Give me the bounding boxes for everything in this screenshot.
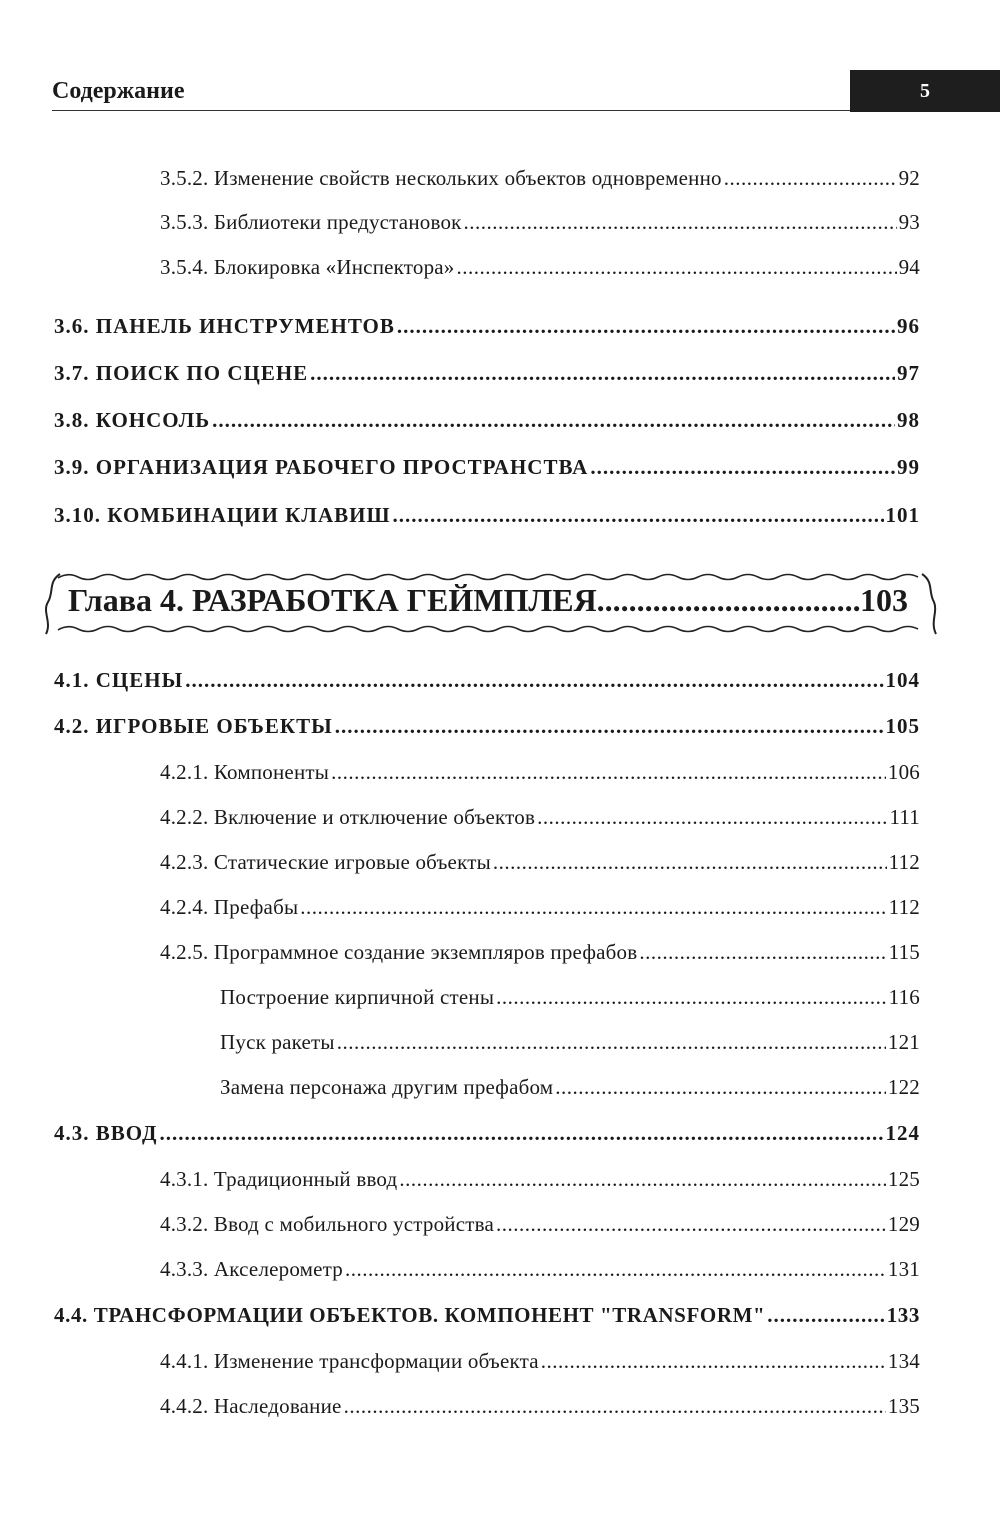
toc-entry-label: 4.2.1. Компоненты	[160, 760, 330, 784]
toc-entry-label: 4.3.3. Акселерометр	[160, 1257, 343, 1281]
toc-leader-dots	[537, 805, 887, 830]
chapter-title: Глава 4. РАЗРАБОТКА ГЕЙМПЛЕЯ	[68, 582, 597, 618]
toc-entry-page: 129	[887, 1212, 920, 1236]
toc-entry[interactable]	[160, 255, 920, 280]
chapter-banner[interactable]	[38, 568, 938, 640]
toc-section[interactable]	[54, 408, 920, 433]
toc-section-label: 4.2. ИГРОВЫЕ ОБЪЕКТЫ	[54, 714, 333, 738]
toc-entry[interactable]	[160, 805, 920, 830]
toc-section-page: 133	[886, 1303, 920, 1327]
toc-entry[interactable]	[220, 1075, 920, 1100]
toc-entry[interactable]	[160, 1394, 920, 1419]
toc-entry-label: 4.2.3. Статические игровые объекты	[160, 850, 491, 874]
page-header	[52, 70, 1000, 112]
toc-entry-page: 134	[887, 1349, 920, 1373]
toc-entry-page: 121	[887, 1030, 920, 1054]
toc-leader-dots	[397, 314, 895, 339]
toc-entry-page: 116	[888, 985, 920, 1009]
toc-leader-dots	[639, 940, 886, 965]
toc-entry-page: 125	[887, 1167, 920, 1191]
toc-entry-page: 94	[898, 255, 920, 279]
toc-leader-dots	[310, 361, 895, 386]
toc-leader-dots	[300, 895, 886, 920]
toc-leader-dots	[464, 210, 897, 235]
toc-entry-label: 4.3.1. Традиционный ввод	[160, 1167, 398, 1191]
page-number-badge: 5	[850, 70, 1000, 112]
toc-entry-label: 4.2.4. Префабы	[160, 895, 299, 919]
toc-section[interactable]	[54, 668, 920, 693]
toc-entry[interactable]	[160, 760, 920, 785]
toc-section[interactable]	[54, 503, 920, 528]
toc-section[interactable]	[54, 1121, 920, 1146]
toc-section-label: 4.3. ВВОД	[54, 1121, 158, 1145]
toc-leader-dots	[185, 668, 883, 693]
toc-section-label: 3.8. КОНСОЛЬ	[54, 408, 211, 432]
toc-entry[interactable]	[160, 895, 920, 920]
header-rule	[52, 110, 852, 111]
toc-entry-page: 93	[898, 210, 920, 234]
running-head-title: Содержание	[52, 78, 185, 104]
toc-entry-label: 4.4.1. Изменение трансформации объекта	[160, 1349, 539, 1373]
toc-leader-dots	[493, 850, 887, 875]
toc-entry[interactable]	[160, 1349, 920, 1374]
toc-entry-label: 3.5.3. Библиотеки предустановок	[160, 210, 462, 234]
toc-section-label: 4.4. ТРАНСФОРМАЦИИ ОБЪЕКТОВ. КОМПОНЕНТ "TRANSFORM"	[54, 1303, 766, 1327]
toc-entry-label: 4.2.5. Программное создание экземпляров префабов	[160, 940, 638, 964]
toc-section-page: 124	[885, 1121, 920, 1145]
toc-entry[interactable]	[160, 1212, 920, 1237]
toc-leader-dots	[767, 1303, 884, 1328]
toc-entry-label: 4.3.2. Ввод с мобильного устройства	[160, 1212, 494, 1236]
toc-section-page: 101	[885, 503, 920, 527]
toc-entry-label: Построение кирпичной стены	[220, 985, 495, 1009]
toc-leader-dots	[724, 166, 897, 191]
toc-leader-dots	[345, 1257, 886, 1282]
toc-entry[interactable]	[160, 1257, 920, 1282]
toc-section-page: 105	[885, 714, 920, 738]
toc-section[interactable]	[54, 455, 920, 480]
toc-leader-dots	[555, 1075, 886, 1100]
chapter-page: 103	[860, 582, 908, 618]
toc-entry-page: 115	[888, 940, 920, 964]
toc-section[interactable]	[54, 1303, 920, 1328]
toc-entry[interactable]	[220, 1030, 920, 1055]
toc-entry-label: 4.2.2. Включение и отключение объектов	[160, 805, 536, 829]
toc-entry-label: 3.5.4. Блокировка «Инспектора»	[160, 255, 455, 279]
toc-entry-page: 112	[888, 850, 920, 874]
toc-leader-dots	[496, 1212, 886, 1237]
toc-entry[interactable]	[160, 1167, 920, 1192]
toc-entry-page: 135	[887, 1394, 920, 1418]
toc-entry-page: 112	[888, 895, 920, 919]
toc-entry[interactable]	[160, 210, 920, 235]
toc-entry-page: 92	[898, 166, 920, 190]
toc-leader-dots	[160, 1121, 884, 1146]
toc-leader-dots	[335, 714, 884, 739]
toc-section[interactable]	[54, 314, 920, 339]
toc-leader-dots	[496, 985, 887, 1010]
toc-entry[interactable]	[220, 985, 920, 1010]
toc-entry-label: Пуск ракеты	[220, 1030, 335, 1054]
toc-leader-dots	[590, 455, 895, 480]
toc-section-page: 96	[897, 314, 920, 338]
toc-leader-dots	[212, 408, 895, 433]
toc-section-label: 3.7. ПОИСК ПО СЦЕНЕ	[54, 361, 309, 385]
toc-leader-dots	[597, 582, 860, 619]
toc-section-page: 99	[897, 455, 920, 479]
toc-section-label: 3.9. ОРГАНИЗАЦИЯ РАБОЧЕГО ПРОСТРАНСТВА	[54, 455, 589, 479]
toc-leader-dots	[393, 503, 884, 528]
toc-entry-page: 122	[887, 1075, 920, 1099]
toc-section-label: 3.6. ПАНЕЛЬ ИНСТРУМЕНТОВ	[54, 314, 395, 338]
toc-section[interactable]	[54, 714, 920, 739]
toc-entry[interactable]	[160, 850, 920, 875]
toc-entry-page: 111	[889, 805, 920, 829]
toc-entry-label: 4.4.2. Наследование	[160, 1394, 342, 1418]
toc-leader-dots	[457, 255, 897, 280]
toc-section[interactable]	[54, 361, 920, 386]
toc-leader-dots	[399, 1167, 886, 1192]
toc-leader-dots	[331, 760, 886, 785]
toc-section-label: 3.10. КОМБИНАЦИИ КЛАВИШ	[54, 503, 391, 527]
toc-leader-dots	[541, 1349, 886, 1374]
toc-leader-dots	[337, 1030, 886, 1055]
chapter-title-row	[68, 582, 908, 619]
toc-entry[interactable]	[160, 940, 920, 965]
toc-section-label: 4.1. СЦЕНЫ	[54, 668, 184, 692]
toc-section-page: 98	[897, 408, 920, 432]
toc-section-page: 104	[885, 668, 920, 692]
toc-entry-label: Замена персонажа другим префабом	[220, 1075, 554, 1099]
toc-entry-page: 131	[887, 1257, 920, 1281]
toc-section-page: 97	[897, 361, 920, 385]
toc-entry-label: 3.5.2. Изменение свойств нескольких объектов одновременно	[160, 166, 722, 190]
toc-entry-page: 106	[887, 760, 920, 784]
toc-leader-dots	[344, 1394, 886, 1419]
toc-entry[interactable]	[160, 166, 920, 191]
